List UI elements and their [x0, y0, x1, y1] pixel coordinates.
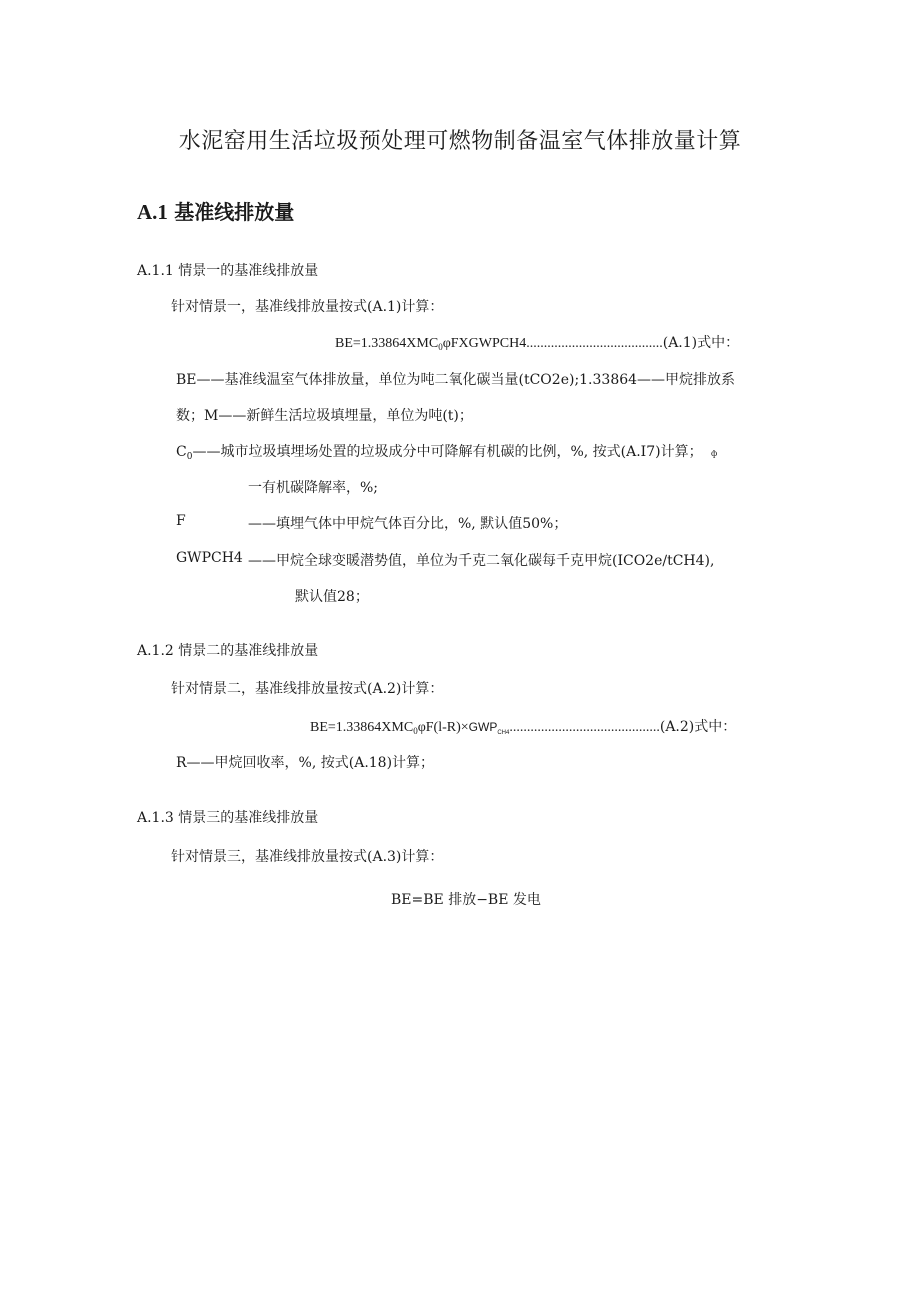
- subsection-heading-a11: A.1.1 情景一的基准线排放量: [137, 263, 319, 279]
- document-title: 水泥窑用生活垃圾预处理可燃物制备温室气体排放量计算: [178, 129, 742, 154]
- definition-be-line2: 数；M——新鲜生活垃圾填埋量，单位为吨(t)；: [176, 408, 473, 424]
- intro-a12: 针对情景二，基准线排放量按式(A.2)计算：: [171, 681, 444, 697]
- equation-a1: [335, 332, 739, 352]
- definition-phi: 一有机碳降解率，%;: [248, 480, 379, 496]
- definition-gwpch4-default: 默认值28；: [295, 589, 369, 605]
- equation-a2-ref: (A.2)式中：: [659, 719, 737, 735]
- phi-mark: ф: [711, 449, 718, 458]
- symbol-gwpch4: GWPCH4: [176, 550, 243, 566]
- equation-a1-part2: φFXGWPCH4: [442, 336, 527, 351]
- equation-a1-ref: (A.1)式中：: [662, 335, 740, 351]
- equation-a3: BE=BE 排放−BE 发电: [391, 892, 541, 908]
- subsection-heading-a13: A.1.3 情景三的基准线排放量: [137, 810, 319, 826]
- intro-a13: 针对情景三，基准线排放量按式(A.3)计算：: [171, 849, 444, 865]
- equation-a2-leader: ...........................................: [509, 720, 660, 735]
- definition-r: R——甲烷回收率，%, 按式(A.18)计算；: [176, 755, 435, 771]
- symbol-f: F: [176, 513, 186, 529]
- subsection-heading-a12: A.1.2 情景二的基准线排放量: [137, 643, 319, 659]
- equation-a1-subscript: 0: [438, 342, 443, 352]
- equation-a2-gwp: GWP: [468, 720, 498, 734]
- equation-a2-subscript: 0: [413, 726, 418, 736]
- equation-a2-gwp-subscript: CH4: [497, 730, 510, 736]
- definition-f: ——填埋气体中甲烷气体百分比，%, 默认值50%；: [248, 516, 568, 532]
- section-number: A.1: [137, 200, 168, 224]
- definition-c0-text: ——城市垃圾填埋场处置的垃圾成分中可降解有机碳的比例，%, 按式(A.I7)计算；: [192, 444, 703, 460]
- equation-a2: [310, 716, 736, 736]
- symbol-c0-subscript: 0: [186, 452, 193, 462]
- equation-a1-part1: BE=1.33864XMC: [335, 336, 439, 351]
- definition-c0: [176, 441, 717, 462]
- section-heading-text: 基准线排放量: [174, 200, 295, 224]
- section-heading: [137, 196, 294, 225]
- definition-gwpch4: ——甲烷全球变暖潜势值，单位为千克二氧化碳每千克甲烷(ICO2e∕tCH4),: [248, 553, 715, 569]
- equation-a2-part2: φF(l-R)×: [417, 720, 469, 735]
- definition-be-line1: BE——基准线温室气体排放量，单位为吨二氧化碳当量(tCO2e);1.33864——甲烷排放系: [176, 372, 736, 388]
- symbol-c0: C: [176, 444, 187, 460]
- equation-a2-part1: BE=1.33864XMC: [310, 720, 414, 735]
- equation-a1-leader: .......................................: [526, 336, 663, 351]
- intro-a11: 针对情景一，基准线排放量按式(A.1)计算：: [171, 299, 444, 315]
